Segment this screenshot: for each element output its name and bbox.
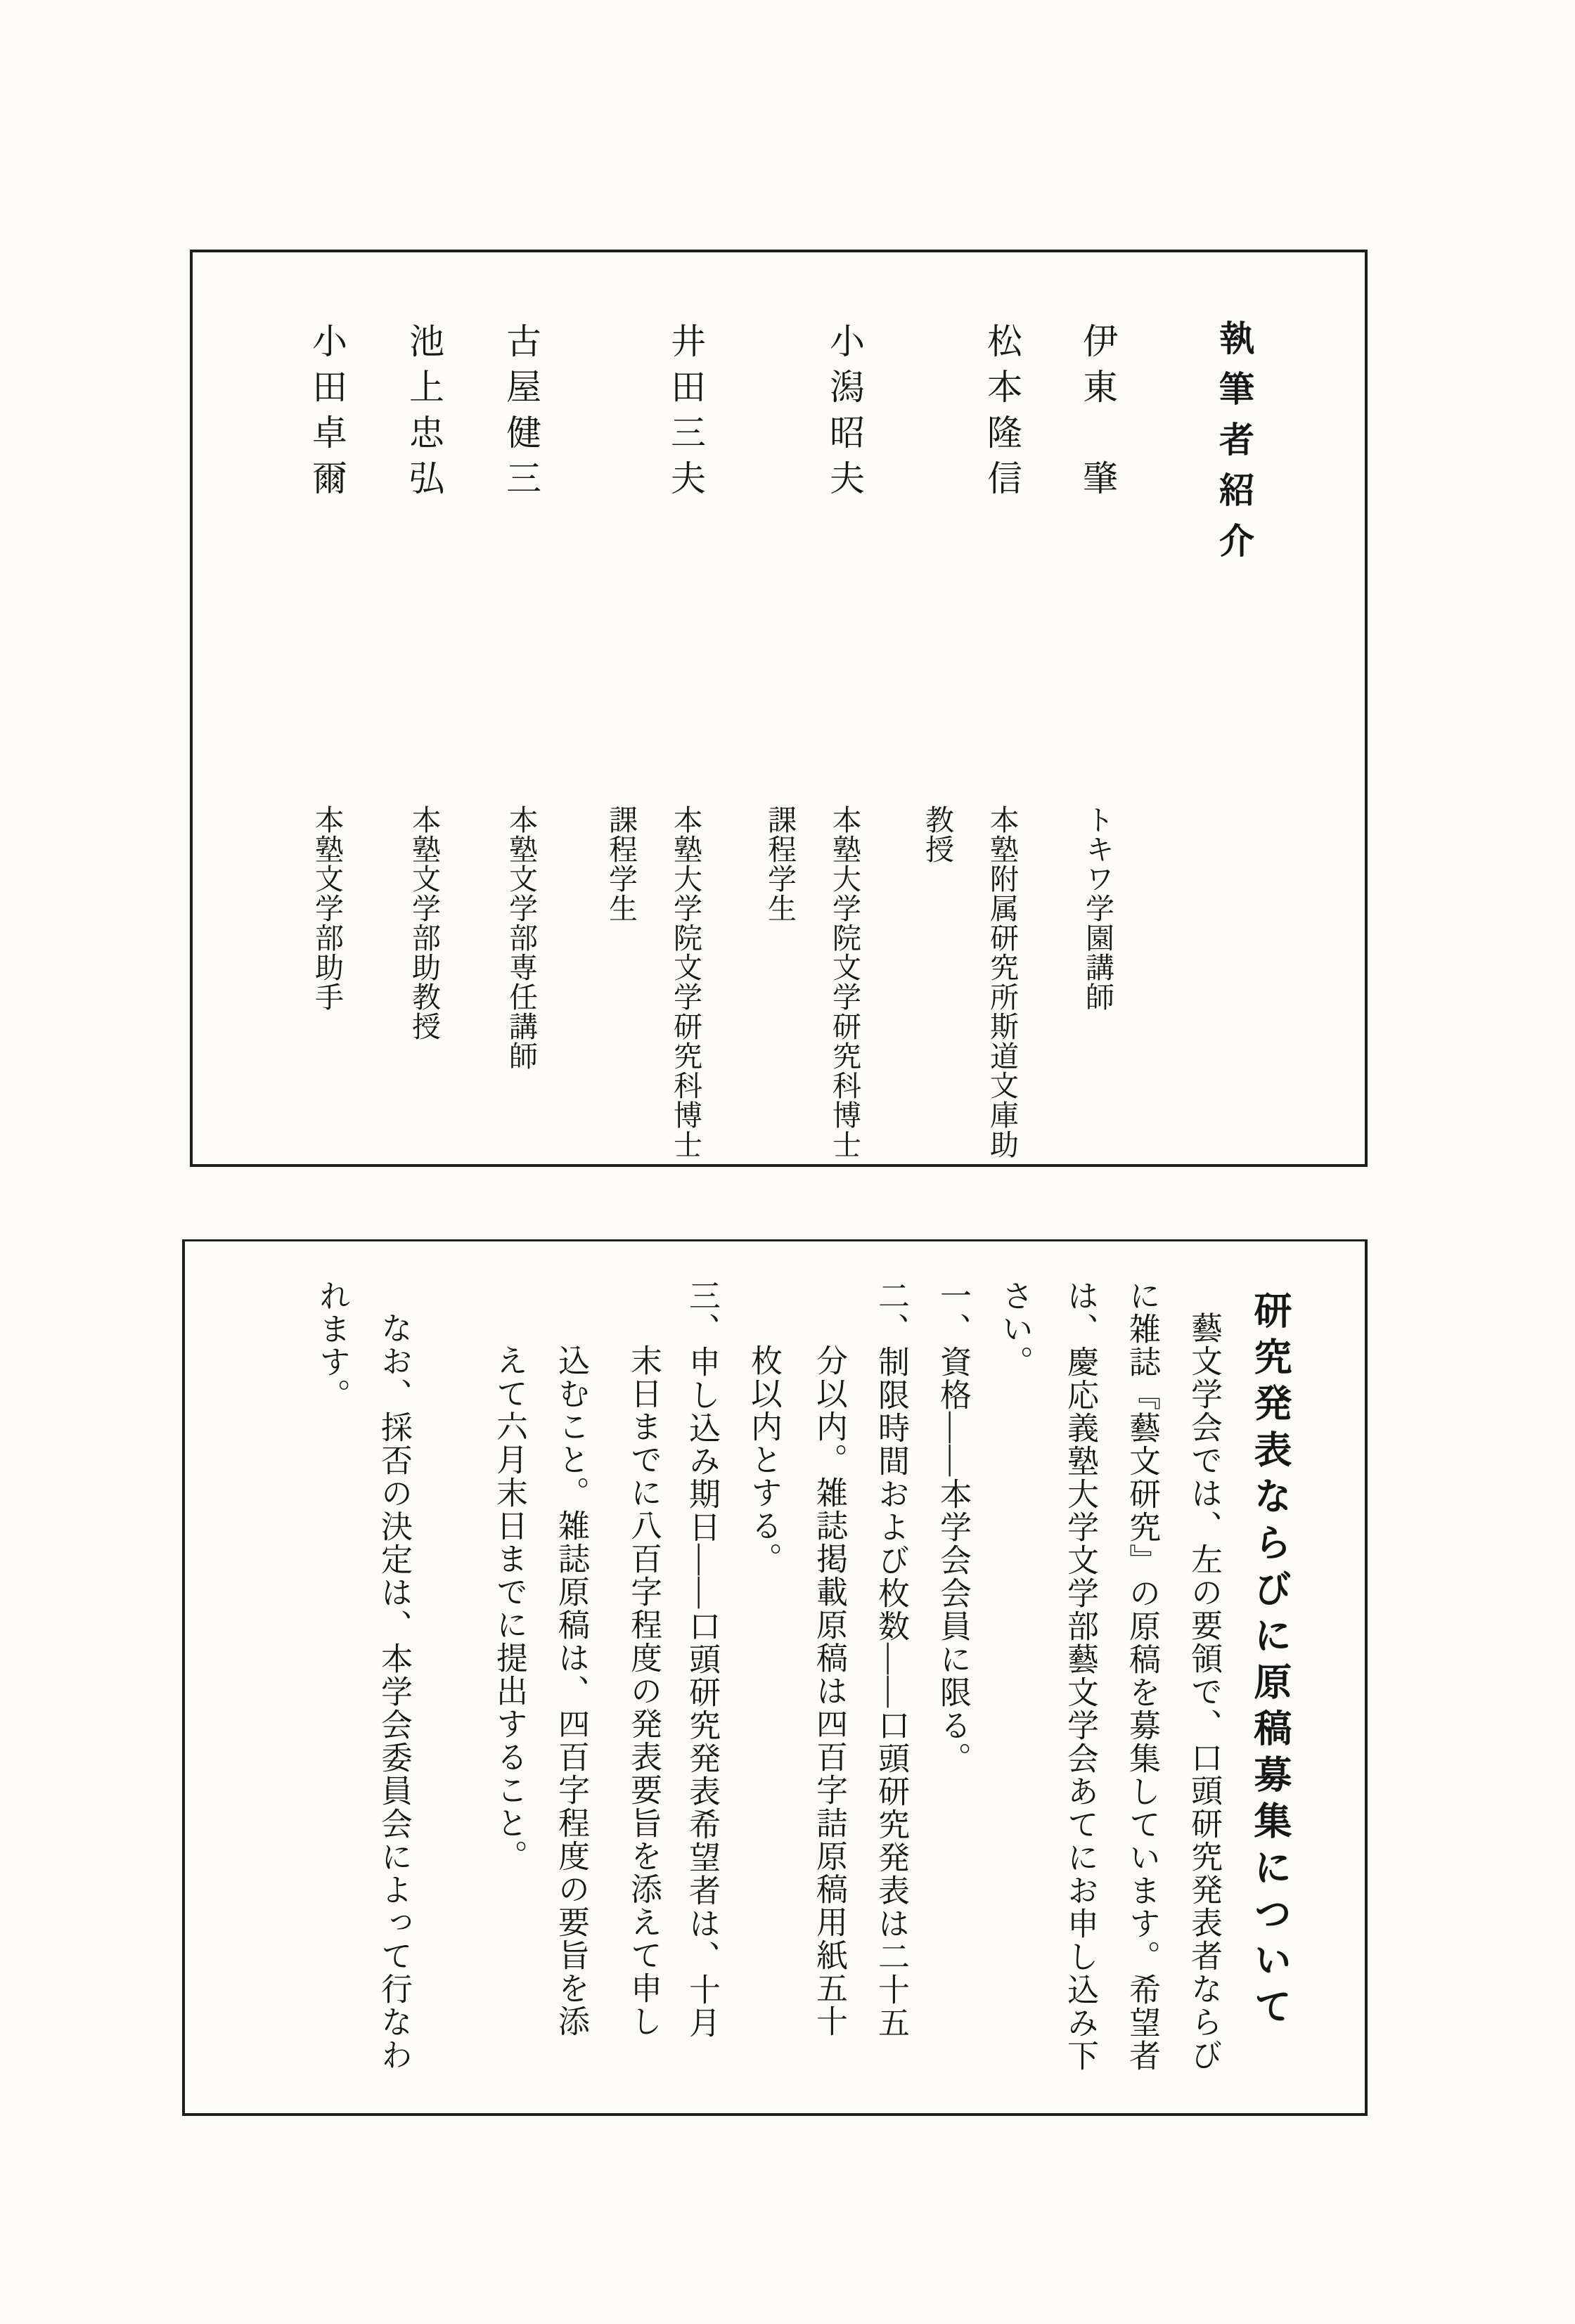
authors-box-content	[193, 252, 1365, 1164]
author-affiliation: 本塾大学院文学研究科博士	[828, 805, 861, 1159]
author-name: 池上忠弘	[404, 323, 444, 505]
notice-column: えて六月末日までに提出すること。	[491, 1344, 527, 1873]
author-name: 井田三夫	[666, 323, 705, 505]
author-affiliation-wrap: 教授	[921, 805, 953, 864]
author-entry-ida	[666, 252, 711, 1234]
notice-column-item-3: 三、申し込み期日――口頭研究発表希望者は、十月	[684, 1279, 719, 2039]
author-affiliation: 本塾文学部助教授	[408, 805, 440, 1041]
authors-box	[190, 250, 1368, 1167]
notice-column: 分以内。雑誌掲載原稿は四百字詰原稿用紙五十	[811, 1344, 847, 2038]
author-entry-ogata	[825, 252, 870, 1234]
author-affiliation-wrap: 課程学生	[605, 805, 637, 923]
notice-box	[182, 1239, 1368, 2116]
notice-column: なお、採否の決定は、本学会委員会によって行なわ	[376, 1312, 411, 2072]
notice-column: は、慶応義塾大学文学部藝文学会あてにお申し込み下	[1062, 1279, 1098, 2072]
author-entry-ito	[1078, 252, 1123, 1234]
author-entry-matsumoto	[982, 252, 1027, 1234]
author-affiliation: 本塾文学部専任講師	[505, 805, 537, 1071]
notice-column: 末日までに八百字程度の発表要旨を添えて申し	[626, 1344, 661, 2038]
notice-column: 込むこと。雑誌原稿は、四百字程度の要旨を添	[553, 1344, 589, 2038]
author-affiliation: 本塾大学院文学研究科博士	[669, 805, 702, 1159]
author-affiliation: 本塾文学部助手	[311, 805, 343, 1012]
notice-column: さい。	[997, 1279, 1032, 1379]
notice-column-item-2: 二、制限時間および枚数――口頭研究発表は二十五	[873, 1279, 908, 2039]
author-name: 小潟昭夫	[825, 323, 864, 505]
notice-box-content	[185, 1241, 1365, 2113]
author-entry-oda	[307, 252, 352, 1234]
notice-title: 研究発表ならびに原稿募集について	[1249, 1291, 1291, 2033]
author-name: 小田卓爾	[307, 323, 347, 505]
author-name: 松本隆信	[982, 323, 1022, 505]
authors-box-title: 執筆者紹介	[1214, 320, 1254, 573]
author-affiliation: 本塾附属研究所斯道文庫助	[986, 805, 1018, 1159]
notice-column: れます。	[314, 1279, 349, 1412]
author-affiliation: トキワ学園講師	[1081, 805, 1114, 1012]
author-name: 古屋健三	[501, 323, 541, 505]
author-name: 伊東 肇	[1078, 323, 1117, 505]
notice-column-item-1: 一、資格――本学会会員に限る。	[935, 1279, 970, 1775]
author-entry-furuya	[501, 252, 546, 1234]
notice-column: 枚以内とする。	[746, 1344, 781, 1575]
notice-column: に雑誌『藝文研究』の原稿を募集しています。希望者	[1124, 1279, 1159, 2072]
author-entry-ikegami	[404, 252, 449, 1234]
notice-column: 藝文学会では、左の要領で、口頭研究発表者ならび	[1186, 1312, 1221, 2072]
author-affiliation-wrap: 課程学生	[764, 805, 796, 923]
